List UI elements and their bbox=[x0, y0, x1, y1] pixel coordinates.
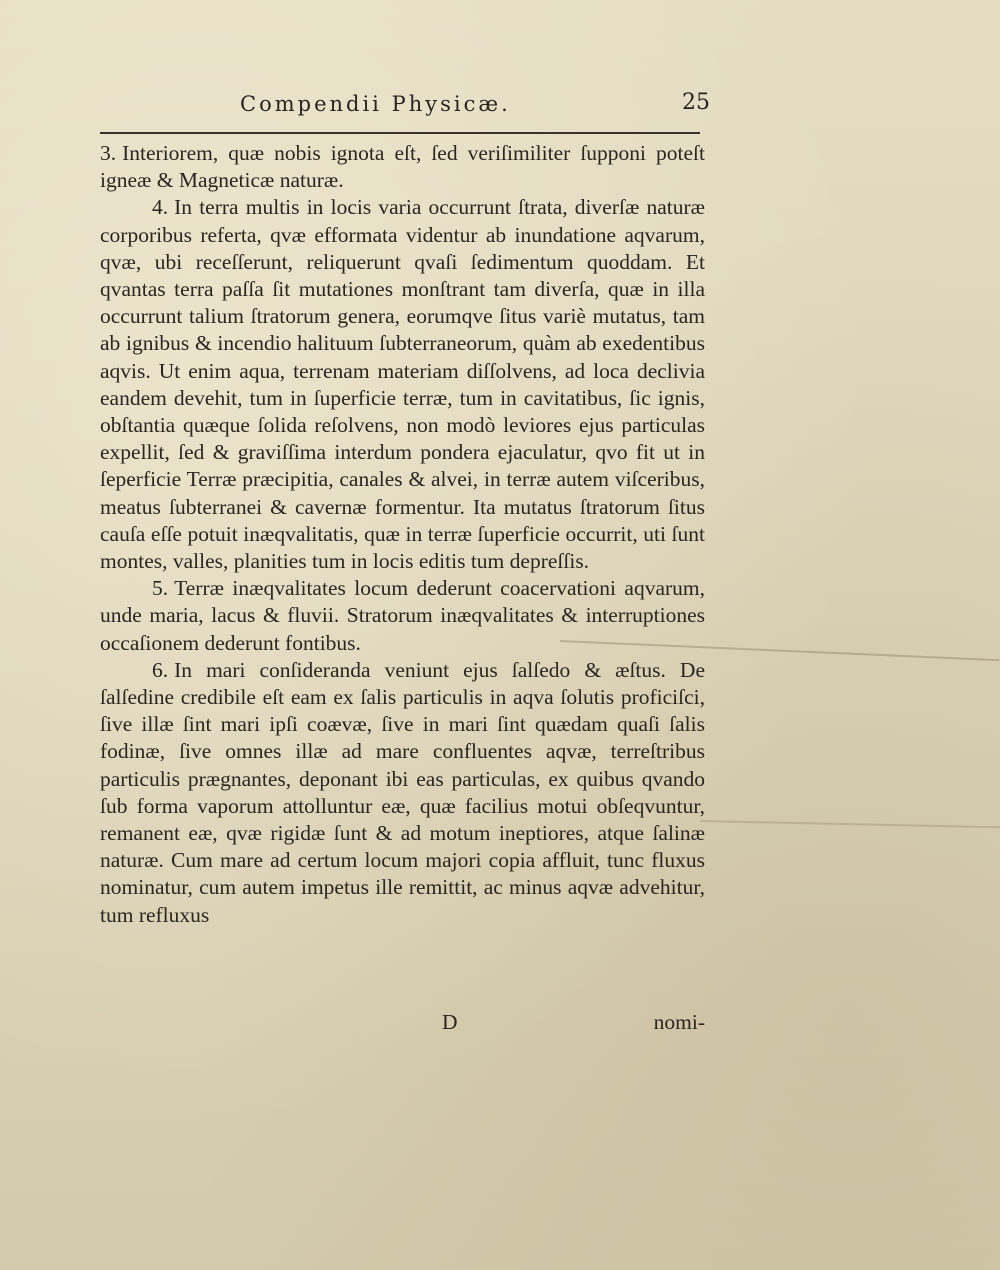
paragraph-text: In terra multis in locis varia occurrunt ſtrata, diverſæ naturæ corporibus referta, qvæ efformata videntur ab inundatione aqvarum, qvæ, ubi receſſerunt, reliquerunt qvaſi ſedimentum quoddam. Et qvantas terra paſſa ſit mutationes monſtrant tam diverſa, quæ in illa occurrunt talium ſtratorum genera, eorumqve ſitus variè mutatus, tam ab ignibus & incendio halituum ſubterraneorum, quàm ab exedentibus aqvis. Ut enim aqua, terrenam materiam diſſolvens, ad loca declivia eandem devehit, tum in ſuperficie terræ, tum in cavitatibus, ſic ignis, obſtantia quæque ſolida reſolvens, non modò leviores ejus particulas expellit, ſed & graviſſima interdum pondera ejaculatur, qvo fit ut in ſeperficie Terræ præcipitia, canales & alvei, in terræ autem viſceribus, meatus ſubterranei & cavernæ formentur. Ita mutatus ſtratorum ſitus cauſa eſſe potuit inæqvalitatis, quæ in terræ ſuperficie occurrit, uti ſunt montes, valles, planities tum in locis editis tum depreſſis. bbox=[100, 195, 705, 574]
page-header bbox=[100, 88, 710, 128]
paragraph-4 bbox=[100, 194, 705, 575]
paragraph-number: 4. bbox=[152, 195, 169, 220]
paragraph-3 bbox=[100, 140, 705, 194]
paragraph-text: Terræ inæqvalitates locum dederunt coacervationi aqvarum, unde maria, lacus & fluvii. Stratorum inæqvalitates & interruptiones occaſionem dederunt fontibus. bbox=[100, 576, 705, 655]
page-footer bbox=[100, 1010, 705, 1040]
body-text bbox=[100, 140, 705, 929]
paragraph-number: 6. bbox=[152, 657, 169, 682]
signature-mark: D bbox=[442, 1010, 458, 1034]
page-number: 25 bbox=[682, 90, 710, 115]
paragraph-text: Interiorem, quæ nobis ignota eſt, ſed veriſimiliter ſupponi poteſt igneæ & Magneticæ naturæ. bbox=[100, 141, 705, 193]
running-head: Compendii Physicæ. bbox=[240, 92, 511, 116]
paper-fold-crease-lower bbox=[700, 820, 1000, 828]
catchword: nomi- bbox=[653, 1010, 705, 1034]
paragraph-6 bbox=[100, 657, 705, 929]
header-rule bbox=[100, 132, 700, 134]
paragraph-number: 5. bbox=[152, 576, 169, 601]
paragraph-text: In mari conſideranda veniunt ejus ſalſedo & æſtus. De ſalſedine credibile eſt eam ex ſalis particulis in aqva ſolutis proficiſci, ſive illæ ſint mari ipſi coævæ, ſive in mari ſint quædam quaſi ſalis fodinæ, ſive omnes illæ ad mare confluentes aqvæ, terreſtribus particulis prægnantes, deponant ibi eas particulas, ex quibus qvando ſub forma vaporum attolluntur eæ, quæ facilius motui obſeqvuntur, remanent eæ, qvæ rigidæ ſunt & ad motum ineptiores, atque ſalinæ naturæ. Cum mare ad certum locum majori copia affluit, tunc fluxus nominatur, cum autem impetus ille remittit, ac minus aqvæ advehitur, tum refluxus bbox=[100, 657, 705, 927]
paragraph-5 bbox=[100, 575, 705, 657]
paragraph-number: 3. bbox=[100, 141, 117, 165]
